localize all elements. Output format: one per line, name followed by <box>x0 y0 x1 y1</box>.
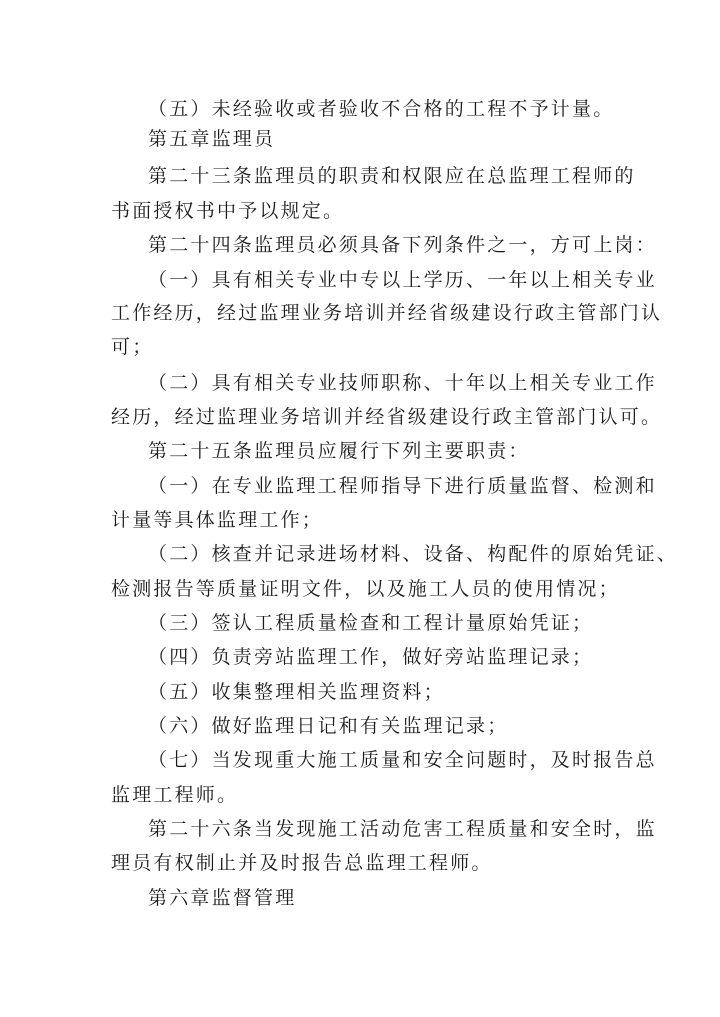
paragraph-line: （三）签认工程质量检查和工程计量原始凭证； <box>148 612 594 634</box>
paragraph-line: （六）做好监理日记和有关监理记录； <box>148 715 509 737</box>
chapter-heading: 第五章监理员 <box>148 128 276 150</box>
paragraph-line: （一）在专业监理工程师指导下进行质量监督、检测和 <box>148 475 657 497</box>
paragraph-line: 监理工程师。 <box>111 784 239 806</box>
paragraph-line: 可； <box>111 336 154 358</box>
paragraph-line: 第二十六条当发现施工活动危害工程质量和安全时，监 <box>148 818 657 840</box>
paragraph-line: 检测报告等质量证明文件，以及施工人员的使用情况； <box>111 578 620 600</box>
paragraph-line: 书面授权书中予以规定。 <box>111 200 345 222</box>
paragraph-line: （二）核查并记录进场材料、设备、构配件的原始凭证、 <box>148 543 679 565</box>
paragraph-line: 工作经历，经过监理业务培训并经省级建设行政主管部门认 <box>111 302 663 324</box>
paragraph-line: （五）未经验收或者验收不合格的工程不予计量。 <box>148 98 615 120</box>
paragraph-line: （一）具有相关专业中专以上学历、一年以上相关专业 <box>148 269 657 291</box>
chapter-heading: 第六章监督管理 <box>148 887 297 909</box>
paragraph-line: 经历，经过监理业务培训并经省级建设行政主管部门认可。 <box>111 406 663 428</box>
paragraph-line: 第二十四条监理员必须具备下列条件之一，方可上岗： <box>148 234 657 256</box>
paragraph-line: （四）负责旁站监理工作，做好旁站监理记录； <box>148 646 594 668</box>
paragraph-line: （二）具有相关专业技师职称、十年以上相关专业工作 <box>148 372 657 394</box>
paragraph-line: 理员有权制止并及时报告总监理工程师。 <box>111 852 493 874</box>
paragraph-line: 计量等具体监理工作； <box>111 509 324 531</box>
paragraph-line: 第二十五条监理员应履行下列主要职责： <box>148 440 530 462</box>
paragraph-line: 第二十三条监理员的职责和权限应在总监理工程师的 <box>148 165 636 187</box>
paragraph-line: （七）当发现重大施工质量和安全问题时，及时报告总 <box>148 749 657 771</box>
paragraph-line: （五）收集整理相关监理资料； <box>148 681 445 703</box>
